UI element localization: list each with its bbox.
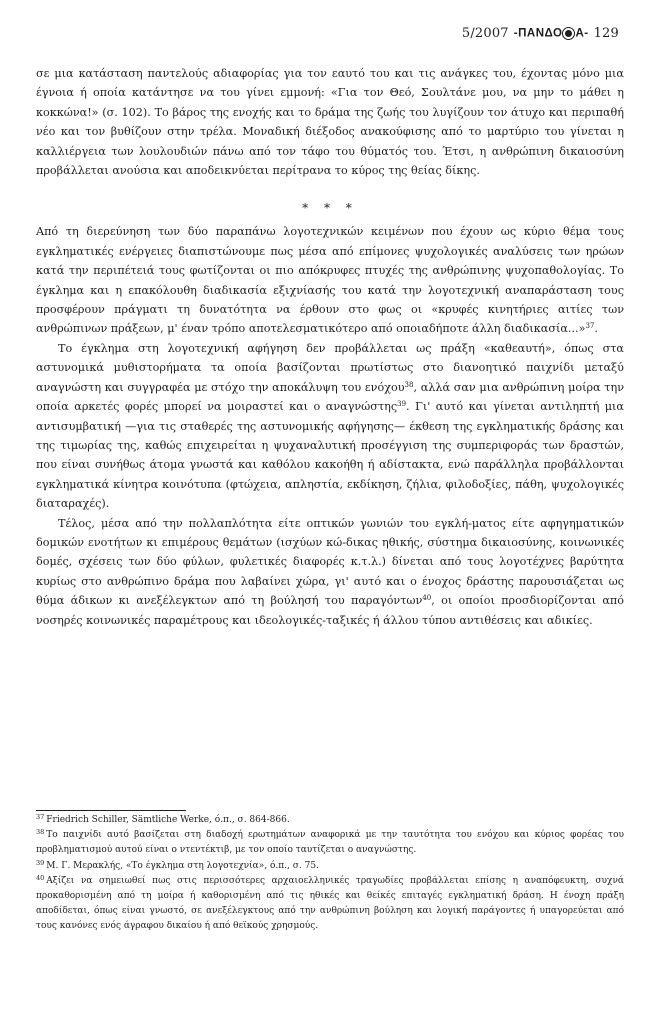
footnote-ref-37: 37 <box>585 322 595 331</box>
footnote-38 <box>36 828 624 858</box>
section-separator: * * * <box>302 201 358 216</box>
footnote-39 <box>36 859 624 874</box>
footnote-number: 38 <box>36 828 45 837</box>
journal-logo-icon <box>562 27 575 40</box>
footnote-number: 40 <box>36 873 45 882</box>
footnote-number: 37 <box>36 813 45 821</box>
footnote-text: Το παιχνίδι αυτό βασίζεται στη διαδοχή ερωτημάτων αναφορικά με την ταυτότητα του ενόχου και κύριος φορέας του προβληματισμού αυτού είναι ο ντεντέκτιβ, με τον οποίο ταυτίζεται ο αναγνώστης. <box>36 830 624 856</box>
footnote-ref-39: 39 <box>397 400 407 409</box>
paragraph-3-text-c: . Γι' αυτό και γίνεται αντιληπτή μια αντισυμβατική —για τις σταθερές της αστυνομικής αφήγησης— έκθεση της εγκληματικής δράσης και της τιμωρίας της, καθώς επιχειρείται η ψυχαναλυτική προσέγγιση της συμπεριφοράς των δραστών, που είναι συνήθως άτομα γνωστά και καθόλου κακοήθη ή αδίστακτα, ενώ παράλληλα προβάλλονται εγκληματικά κίνητρα κοινότυπα (φτώχεια, απληστία, εκδίκηση, ζήλια, φιλοδοξίες, πάθη, ψυχολογικές διαταραχές). <box>36 400 624 511</box>
footnotes <box>36 810 624 935</box>
journal-title-right: Α- <box>575 27 589 40</box>
footnote-text: Μ. Γ. Μερακλής, «Το έγκλημα στη λογοτεχνία», ό.π., σ. 75. <box>46 860 319 871</box>
footnote-text: Friedrich Schiller, Sämtliche Werke, ό.π., σ. 864-866. <box>46 815 290 825</box>
footnote-text: Αξίζει να σημειωθεί πως στις περισσότερες αρχαιοελληνικές τραγωδίες προβάλλεται επίσης η αναπόφευκτη, συχνά προκαθορισμένη από τη μοίρα ή καθορισμένη από τις ηθικές και θείκές επιταγές εγκληματική δράση. Η ένοχη πράξη αποδίδεται, όπως είναι γνωστό, σε ανεξέλεγκτους από την ανθρώπινη βούληση και λογική παράγοντες ή υπαγορεύεται από τους κανόνες ενός άγραφου δικαίου ή από θεϊκούς χρησμούς. <box>36 875 624 932</box>
paragraph-4-text-a: Τέλος, μέσα από την πολλαπλότητα είτε οπτικών γωνιών του εγκλή-ματος είτε αφηγηματικών δομικών ενοτήτων κι επιμέρους θεμάτων (ισχύων κώ-δικας ηθικής, σύστημα δικαιοσύνης, κοινωνικές δομές, σχέσεις των δύο φύλων, φυλετικές διαφορές κ.τ.λ.) δίνεται από τους λογοτέχνες βαρύτητα κυρίως στο ανθρώπινο δράμα που λαβαίνει χώρα, γι' αυτό και ο ένοχος δράστης παρουσιάζεται ως θύμα άδικων κι ανεξέλεγκτων από τη βούλησή του παραγόντων <box>36 516 624 608</box>
paragraph-3 <box>36 339 624 514</box>
paragraph-2-text: Από τη διερεύνηση των δύο παραπάνω λογοτεχνικών κειμένων που έχουν ως κύριο θέμα τους εγκληματικές ενέργειες διαπιστώνουμε πως μέσα από επίμονες ψυχολογικές αναλύσεις των ηρώων κατά την περιπέτειά τους φωτίζονται οι πιο απόκρυφες πτυχές της ανθρώπινης ψυχοπαθολογίας. Το έγκλημα και η επακόλουθη διαδικασία εξιχνίασής του κατά την λογοτεχνική αναπαράσταση τους προσφέρουν πράγματι τη δυνατότητα να έρθουν στο φως οι «κρυφές κινητήριες αιτίες των ανθρώπινων πράξεων, μ' έναν τρόπο αποτελεσματικότερο από οποιαδήποτε άλλη διαδικασία...» <box>36 225 624 336</box>
journal-title-left: -ΠΑΝΔΟ <box>513 27 563 40</box>
page-number: 129 <box>593 26 619 41</box>
footnote-ref-38: 38 <box>404 380 414 389</box>
paragraph-4 <box>36 514 624 630</box>
main-text <box>36 64 624 630</box>
journal-title <box>514 27 589 40</box>
paragraph-4-text-b: , οι οποίοι προσδιορίζονται από νοσηρές κοινωνικές παραμέτρους και ιδεολογικές-ταξικές ή άλλου τύπου αντιθέσεις και αδικίες. <box>36 594 624 627</box>
footnote-number: 39 <box>36 858 45 867</box>
footnote-divider <box>36 810 186 811</box>
paragraph-3-text-b: , αλλά σαν μια ανθρώπινη μοίρα την οποία αρκετές φορές μπορεί να μοιραστεί και ο αναγνώστης <box>36 380 624 414</box>
running-header <box>462 26 619 41</box>
footnote-37 <box>36 813 624 828</box>
paragraph-1: σε μια κατάσταση παντελούς αδιαφορίας για τον εαυτό του και τις ανάγκες του, έχοντας μόνο μια έγνοια ή οποία κατάντησε να του γίνει εμμονή: «Για τον Θεό, Σουλτάνε μου, να μην το μάθει η κοκκώνα!» (σ. 102). Το βάρος της ενοχής και το δράμα της ζωής του λυγίζουν τον άτυχο και περιπαθή νέο και τον βυθίζουν στην τρέλα. Μοναδική διέξοδος ανακούφισης από το μαρτύριο του γίνεται η καλλιέργεια των λουλουδιών πάνω από τον τάφο του θύματός του. Έτσι, η ανθρώπινη δικαιοσύνη προβάλλεται ανούσια και αποδεικνύεται περίτρανα το κύρος της θείας δίκης. <box>36 67 624 178</box>
footnote-40 <box>36 874 624 935</box>
issue-number: 5/2007 <box>461 26 509 41</box>
paragraph-2: Από τη διερεύνηση των δύο παραπάνω λογοτεχνικών κειμένων που έχουν ως κύριο θέμα τους εγκληματικές ενέργειες διαπιστώνουμε πως μέσα από επίμονες ψυχολογικές αναλύσεις των ηρώων κατά την περιπέτειά τους φωτίζονται οι πιο απόκρυφες πτυχές της ανθρώπινης ψυχοπαθολογίας. Το έγκλημα και η επακόλουθη διαδικασία εξιχνίασής του κατά την λογοτεχνική αναπαράσταση τους προσφέρουν πράγματι τη δυνατότητα να έρθουν στο φως οι «κρυφές κινητήριες αιτίες των ανθρώπινων πράξεων, μ' έναν τρόπο αποτελεσματικότερο από οποιαδήποτε άλλη διαδικασία...»$^{37}$. <box>36 225 624 336</box>
footnote-ref-40: 40 <box>422 594 432 603</box>
paragraph-3-text-a: Το έγκλημα στη λογοτεχνική αφήγηση δεν προβάλλεται ως πράξη «καθεαυτή», όπως στα αστυνομικά μυθιστορήματα τα οποία βασίζονται πρωτίστως στο διανοητικό παιχνίδι μεταξύ αναγνώστη και συγγραφέα με στόχο την αποκάλυψη του ενόχου <box>36 341 624 394</box>
